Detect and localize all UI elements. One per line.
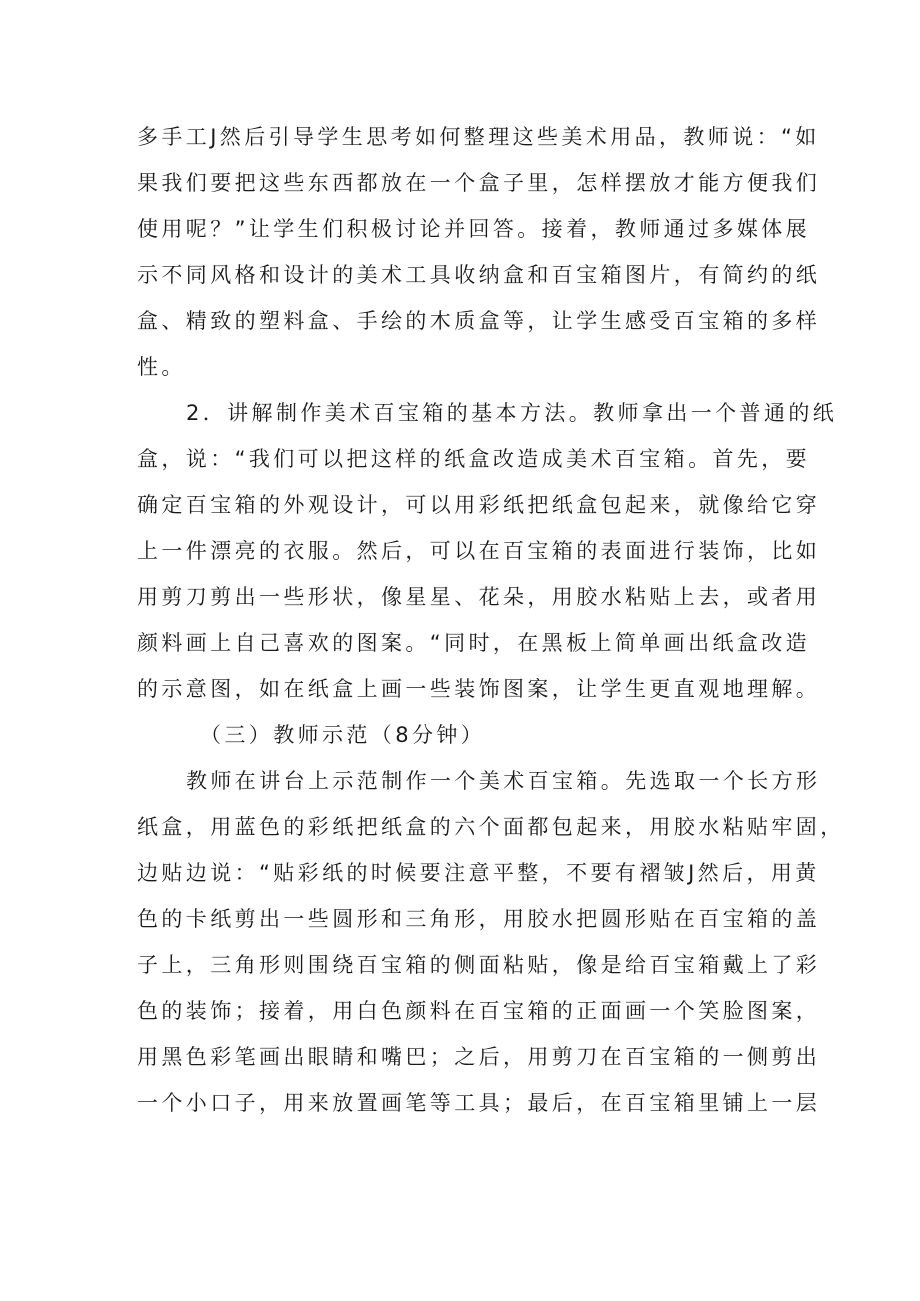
text-line: 确定百宝箱的外观设计，可以用彩纸把纸盒包起来，就像给它穿 [137, 493, 821, 517]
text-line: 的示意图，如在纸盒上画一些装饰图案，让学生更直观地理解。 [137, 677, 821, 701]
text-line: 示不同风格和设计的美术工具收纳盒和百宝箱图片，有简约的纸 [137, 263, 821, 287]
text-line: 纸盒，用蓝色的彩纸把纸盒的六个面都包起来，用胶水粘贴牢固， [137, 815, 845, 839]
text-line: 边贴边说：“贴彩纸的时候要注意平整，不要有褶皱J然后，用黄 [137, 861, 820, 885]
text-line: 使用呢？”让学生们积极讨论并回答。接着，教师通过多媒体展 [137, 217, 811, 241]
text-line: 盒、精致的塑料盒、手绘的木质盒等，让学生感受百宝箱的多样 [137, 309, 821, 333]
section-heading: （三）教师示范（8分钟） [200, 723, 486, 747]
text-line: 用剪刀剪出一些形状，像星星、花朵，用胶水粘贴上去，或者用 [137, 585, 821, 609]
text-line: 果我们要把这些东西都放在一个盒子里，怎样摆放才能方便我们 [137, 171, 821, 195]
text-line: 色的卡纸剪出一些圆形和三角形，用胶水把圆形贴在百宝箱的盖 [137, 907, 821, 931]
text-line: 多手工J然后引导学生思考如何整理这些美术用品，教师说：“如 [137, 125, 820, 149]
text-line: 上一件漂亮的衣服。然后，可以在百宝箱的表面进行装饰，比如 [137, 539, 821, 563]
text-line: 盒，说：“我们可以把这样的纸盒改造成美术百宝箱。首先，要 [137, 447, 811, 471]
text-line: 性。 [137, 355, 186, 379]
text-line: 教师在讲台上示范制作一个美术百宝箱。先选取一个长方形 [186, 769, 821, 793]
text-line: 子上，三角形则围绕百宝箱的侧面粘贴，像是给百宝箱戴上了彩 [137, 953, 821, 977]
text-line: 用黑色彩笔画出眼睛和嘴巴；之后，用剪刀在百宝箱的一侧剪出 [137, 1045, 821, 1069]
text-line: 一个小口子，用来放置画笔等工具；最后，在百宝箱里铺上一层 [137, 1091, 821, 1115]
text-line: 色的装饰；接着，用白色颜料在百宝箱的正面画一个笑脸图案， [137, 999, 821, 1023]
text-line: 颜料画上自己喜欢的图案。“同时，在黑板上简单画出纸盒改造 [137, 631, 811, 655]
text-line: 2．讲解制作美术百宝箱的基本方法。教师拿出一个普通的纸 [186, 401, 838, 425]
